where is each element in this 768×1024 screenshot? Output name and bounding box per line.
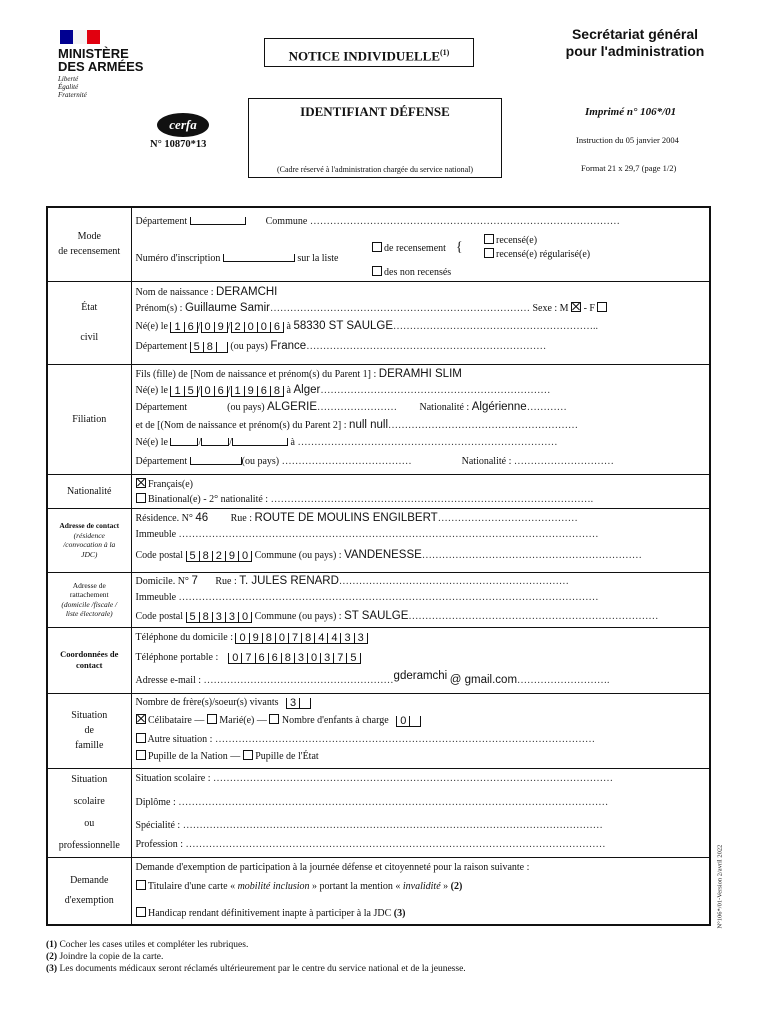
carte-invalidite-checkbox[interactable]: [136, 880, 146, 890]
format-ref: Format 21 x 29,7 (page 1/2): [581, 163, 677, 173]
telephone-domicile-input[interactable]: 0 9 8 0 7 8 4 4 3 3: [235, 633, 367, 644]
freres-soeurs-input[interactable]: 3: [286, 698, 311, 709]
side-reference: N°106*/01-Version 2/avril 2022: [716, 844, 724, 929]
identifiant-note: (Cadre réservé à l'administration chargée du service national): [276, 165, 474, 174]
ministry-logo: [58, 30, 158, 99]
binational-checkbox[interactable]: [136, 493, 146, 503]
notice-title-box: [264, 38, 474, 67]
exemption-intro: Demande d'exemption de participation à la journée défense et citoyenneté pour la raison suivante :: [135, 861, 530, 873]
parent1-lieu-value[interactable]: Alger: [293, 383, 321, 396]
departement-label: Département: [135, 216, 188, 227]
numero-inscription-label: Numéro d'inscription: [135, 253, 221, 264]
label-nationalite: Nationalité: [47, 474, 131, 508]
email-user-value[interactable]: gderamchi: [393, 669, 448, 682]
lieu-naissance-value[interactable]: 58330 ST SAULGE: [293, 319, 394, 332]
notice-footnote-ref: (1): [440, 48, 450, 57]
parent1-dob-input[interactable]: 1 5: [170, 386, 197, 397]
enfants-checkbox[interactable]: [269, 714, 279, 724]
parent2-dob-input[interactable]: [170, 438, 198, 446]
ministry-line1: MINISTÈRE: [58, 46, 129, 61]
sexe-m-checkbox[interactable]: [571, 302, 581, 312]
label-adresse-rattachement: Adresse de rattachement (domicile /fiscale / liste électorale): [47, 572, 131, 627]
de-recensement-checkbox[interactable]: [372, 242, 382, 252]
identifiant-defense-box: [248, 98, 502, 178]
domicile-numero-value[interactable]: 7: [191, 574, 198, 587]
email-domain-value[interactable]: @ gmail.com: [449, 673, 518, 686]
cerfa-number: N° 10870*13: [150, 139, 207, 150]
motto-fraternite: Fraternité: [58, 91, 87, 99]
regularise-checkbox[interactable]: [484, 248, 494, 258]
autre-situation-checkbox[interactable]: [136, 733, 146, 743]
rattachement-code-postal-input[interactable]: 5 8 3 3 0: [186, 612, 253, 623]
departement-naissance-input[interactable]: 5 8: [190, 342, 228, 353]
contact-code-postal-input[interactable]: 5 8 2 9 0: [186, 551, 253, 562]
departement-input[interactable]: [190, 217, 246, 225]
parent1-value[interactable]: DERAMHI SLIM: [378, 367, 462, 380]
non-recenses-checkbox[interactable]: [372, 266, 382, 276]
parent1-nationalite-value[interactable]: Algérienne: [471, 400, 527, 413]
ministry-line2: DES ARMÉES: [58, 59, 144, 74]
parent2-departement-input[interactable]: [190, 457, 242, 465]
telephone-portable-input[interactable]: 0 7 6 6 8 3 0 3 7 5: [228, 653, 360, 664]
date-naissance-input[interactable]: 1 6: [170, 322, 197, 333]
parent2-value[interactable]: null null: [349, 418, 389, 431]
secretariat-title: Secrétariat général pour l'administration: [565, 26, 705, 59]
francais-checkbox[interactable]: [136, 478, 146, 488]
handicap-checkbox[interactable]: [136, 907, 146, 917]
label-etat-civil: État civil: [47, 281, 131, 364]
label-situation-scolaire: Situation scolaire ou professionnelle: [47, 768, 131, 857]
recense-checkbox[interactable]: [484, 234, 494, 244]
identifiant-title: IDENTIFIANT DÉFENSE: [300, 104, 450, 119]
celibataire-checkbox[interactable]: [136, 714, 146, 724]
sexe-f-checkbox[interactable]: [597, 302, 607, 312]
prenoms-value[interactable]: Guillaume Samir: [184, 301, 270, 314]
label-adresse-contact: Adresse de contact (résidence /convocation à la JDC): [47, 508, 131, 572]
pays-naissance-value[interactable]: France: [270, 339, 307, 352]
domicile-rue-value[interactable]: T. JULES RENARD: [239, 574, 339, 587]
marie-checkbox[interactable]: [207, 714, 217, 724]
numero-inscription-input[interactable]: [223, 254, 295, 262]
label-exemption: Demande d'exemption: [47, 857, 131, 925]
rattachement-commune-value[interactable]: ST SAULGE: [344, 609, 409, 622]
label-coordonnees: Coordonnées de contact: [47, 627, 131, 693]
enfants-input[interactable]: 0: [396, 716, 421, 727]
motto-liberte: Liberté: [58, 75, 79, 83]
commune-label: Commune: [265, 216, 308, 227]
notice-title: NOTICE INDIVIDUELLE: [288, 48, 440, 64]
parent1-pays-value[interactable]: ALGERIE: [267, 400, 317, 413]
flag-icon: [60, 30, 100, 44]
motto-egalite: Égalité: [58, 83, 79, 91]
label-filiation: Filiation: [47, 364, 131, 474]
footnotes: (1) Cocher les cases utiles et compléter les rubriques. (2) Joindre la copie de la carte. (3) Les documents médicaux seront réclamés ultérieurement par le centre du service national et de la jeunesse.: [46, 940, 466, 974]
nom-naissance-value[interactable]: DERAMCHI: [216, 285, 278, 298]
cerfa-logo: cerfa: [157, 113, 209, 137]
pupille-nation-checkbox[interactable]: [136, 750, 146, 760]
label-recensement: Mode de recensement: [47, 207, 131, 281]
contact-commune-value[interactable]: VANDENESSE: [344, 548, 422, 561]
imprime-ref: Imprimé n° 106*/01: [585, 106, 677, 118]
residence-numero-value[interactable]: 46: [195, 511, 209, 524]
form-table: Mode de recensement Département Commune ………………………………………………………………………………… de recensement { recensé(e) recensé(e) régularisé(e) Numéro d'inscription sur la liste des non recensés État civil Nom de naissance : DERAMCHI Prénom(s) : Guillaume Samir…………………………………………………………………… Sexe : M - F Né(e) le 1 6 / 0 9 / 2 0 0 6 à 58330 ST SAULGE…………………………………………………….. Département 5 8 (ou pays) France……………………………………………………………… Filiation Fils (fille) de [Nom de naissance et prénom(s) du Parent 1] : DERAMHI SLIM Né(e) le 1 5 / 0 6 / 1 9 6 8 à Alger…………………………………………………………… Département (ou pays) ALGERIE…………………… Nationalité : Algérienne………… et de [(Nom de naissance et prénom(s) du Parent 2] : null null………………………………………………… Né(e) le / / à …………………………………………………………………… Département (ou pays) ………………………………… Nationalité : ………………………… Nationalité Français(e) Binational(e) - 2° nationalité : ……………………………………………………………………………………. Adresse de contact (résidence /convocation à la JDC) Résidence. N° 46 Rue : ROUTE DE MOULINS ENGILBERT…………………………………… Immeuble ……………………………………………………………………………………………………………… Code postal 5 8 2 9 0 Commune (ou pays) : VANDENESSE………………………………………………………… Adresse de rattachement (domicile /fiscale / liste électorale) Domicile. N° 7 Rue : T. JULES RENARD…………………………………………………………… Immeuble ……………………………………………………………………………………………………………… Code postal 5 8 3 3 0 Commune (ou pays) : ST SAULGE………………………………………………………………… Coordonnées de contact Téléphone du domicile : 0 9 8 0 7 8 4 4 3 3 Téléphone portable : 0 7 6 6 8 3 0 3 7 5 Adresse e-mail : …………………………………………………gderamchi @ gmail.com………………………. Situation de famille Nombre de frère(s)/soeur(s) vivants 3 Célibataire — Marié(e) — Nombre d'enfants à charge 0 Autre situation : …………………………………………………………………………………………………… Pupille de la Nation — Pupille de l'État Situation scolaire ou professionnelle Situation scolaire : ………………………………………………………………………………………………………… Diplôme : ………………………………………………………………………………………………………………… Spécialité : ……………………………………………………………………………………………………………… Profession : ……………………………………………………………………………………………………………… Demande d'exemption Demande d'exemption de participation à la journée défense et citoyenneté pour la raison suivante : Titulaire d'une carte « mobilité inclusion » portant la mention « invalidité » (2) Handicap rendant définitivement inapte à participer à la JDC (3): [46, 206, 711, 926]
pupille-etat-checkbox[interactable]: [243, 750, 253, 760]
label-situation-famille: Situation de famille: [47, 693, 131, 768]
residence-rue-value[interactable]: ROUTE DE MOULINS ENGILBERT: [254, 511, 438, 524]
instruction-date: Instruction du 05 janvier 2004: [576, 135, 679, 145]
